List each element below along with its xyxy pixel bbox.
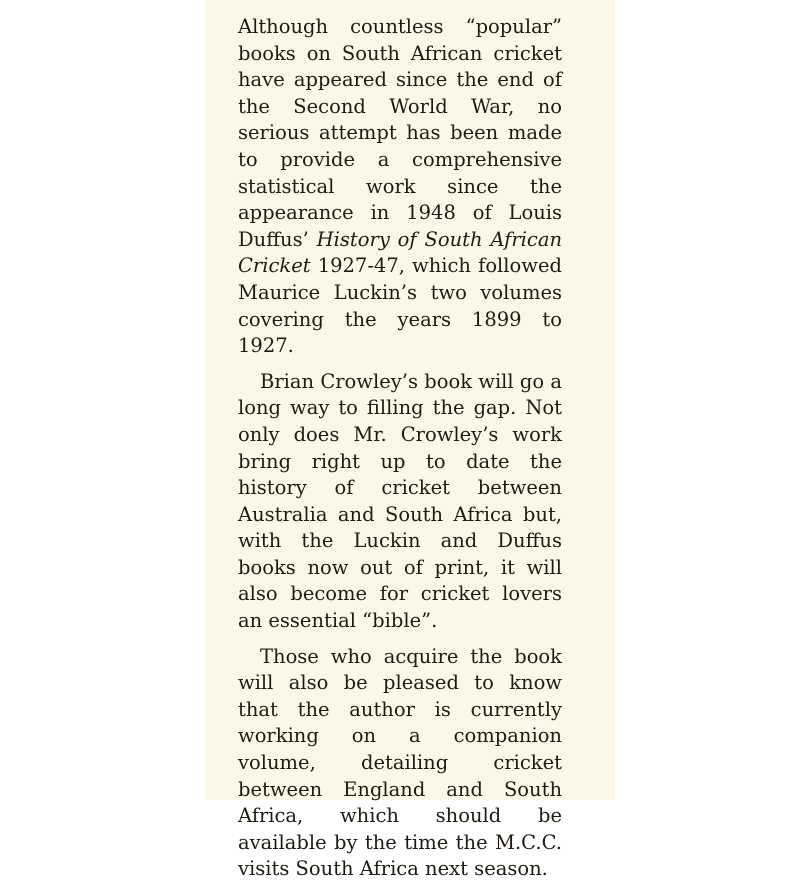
paragraph-3	[238, 644, 562, 883]
paragraph-1-run-1: Although countless “popular” books on South African cricket have appeared since the end of the Second World War, no serious attempt has been made to provide a comprehensive statistical work since the appearance in 1948 of Louis Duffus’	[238, 15, 562, 251]
paragraph-1	[238, 14, 562, 360]
book-title-history-of-south-african-cricket: History of South African Cricket	[238, 227, 563, 278]
paragraph-3-run-1: Those who acquire the book will also be pleased to know that the author is currently working on a companion volume, detailing cricket between England and South Africa, which should be available by the time the M.C.C. visits South Africa next season.	[238, 644, 562, 881]
article-text	[238, 14, 562, 883]
paragraph-2	[238, 369, 562, 635]
paragraph-1-run-3: 1927-47, which followed Maurice Luckin’s two volumes covering the years 1899 to 1927.	[238, 254, 562, 358]
paragraph-2-run-1: Brian Crowley’s book will go a long way to filling the gap. Not only does Mr. Crowley’s work bring right up to date the history of cricket between Australia and South Africa but, with the Luckin and Duffus books now out of print, it will also become for cricket lovers an essential “bible”.	[238, 369, 562, 633]
